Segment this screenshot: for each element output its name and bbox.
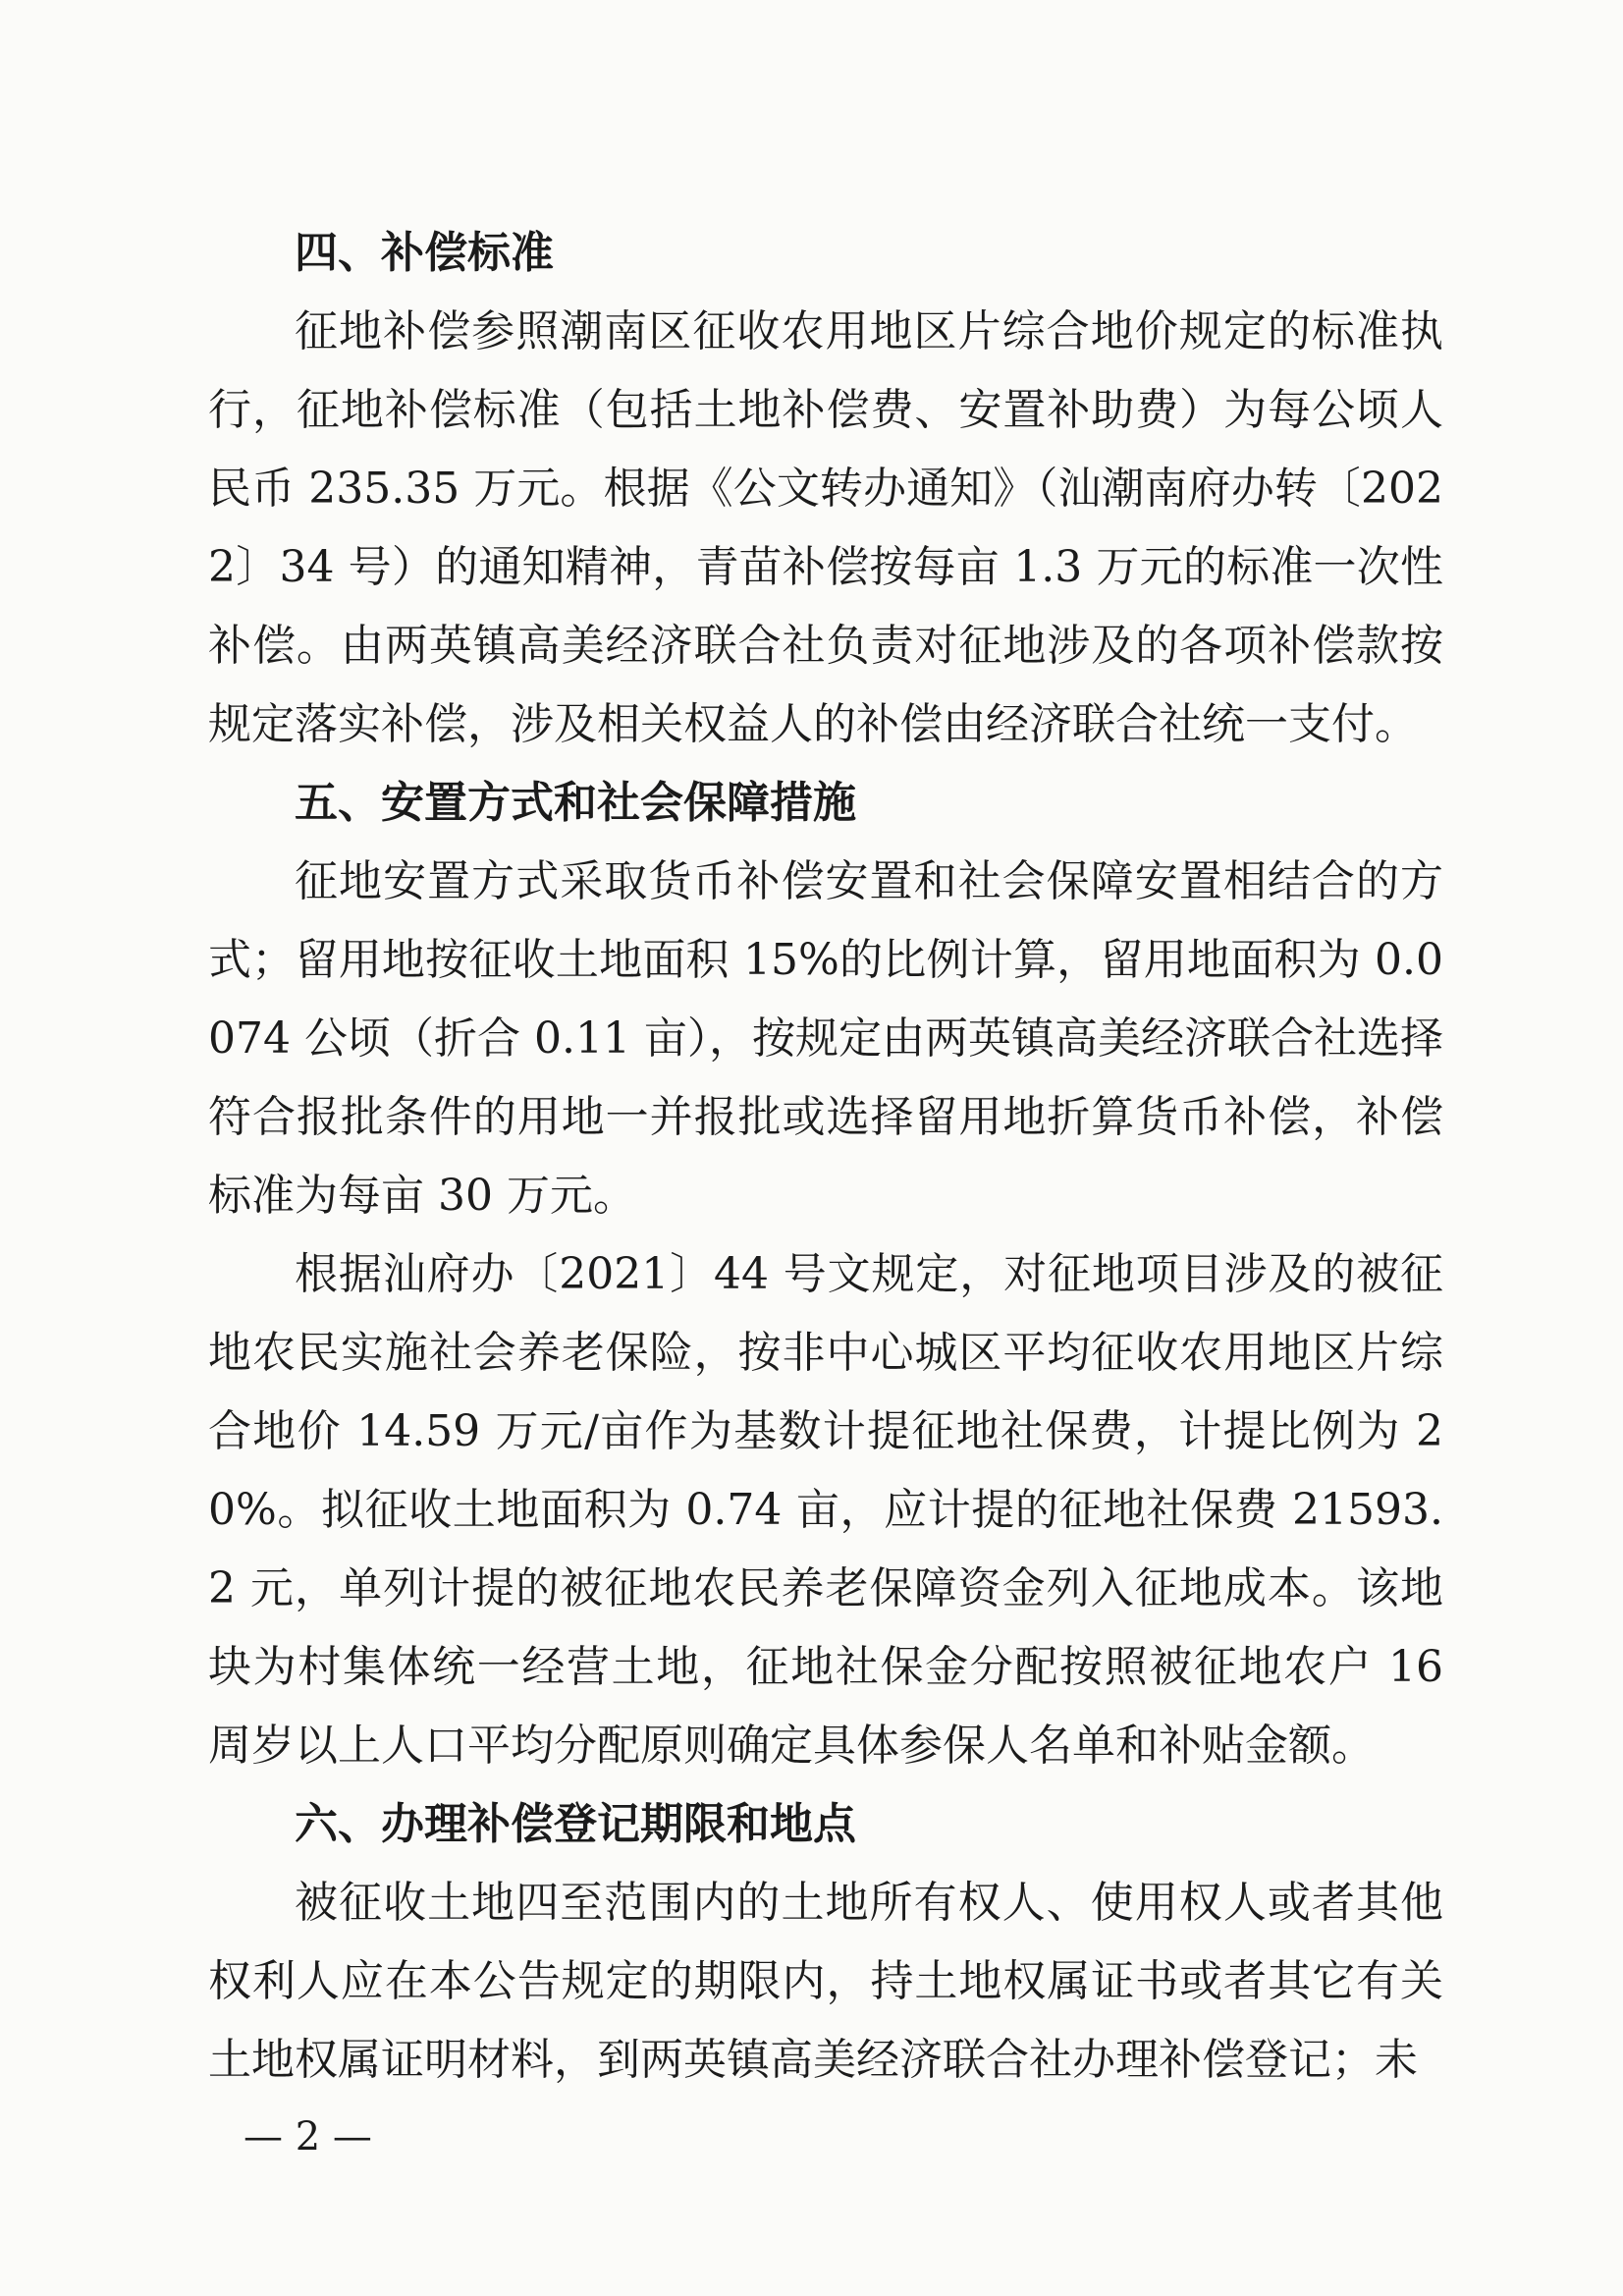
paragraph: 根据汕府办〔2021〕44 号文规定，对征地项目涉及的被征地农民实施社会养老保险，按非中心城区平均征收农用地区片综合地价 14.59 万元/亩作为基数计提征地社保费，计提比例为 20%。拟征收土地面积为 0.74 亩，应计提的征地社保费 21593.2 元，单列计提的被征地农民养老保障资金列入征地成本。该地块为村集体统一经营土地，征地社保金分配按照被征地农户 16 周岁以上人口平均分配原则确定具体参保人名单和补贴金额。 [208,1249,1443,1771]
paragraph: 征地安置方式采取货币补偿安置和社会保障安置相结合的方式；留用地按征收土地面积 15%的比例计算，留用地面积为 0.0074 公顷（折合 0.11 亩），按规定由两英镇高美经济联合社选择符合报批条件的用地一并报批或选择留用地折算货币补偿，补偿标准为每亩 30 万元。 [208,856,1443,1221]
section-heading: 五、安置方式和社会保障措施 [295,778,856,828]
paragraph: 被征收土地四至范围内的土地所有权人、使用权人或者其他权利人应在本公告规定的期限内，持土地权属证书或者其它有关土地权属证明材料，到两英镇高美经济联合社办理补偿登记；未 [208,1878,1443,2085]
section-4 [208,214,1443,764]
document-body [208,214,1443,2100]
page-number: — 2 — [243,2114,372,2159]
paragraph: 征地补偿参照潮南区征收农用地区片综合地价规定的标准执行，征地补偿标准（包括土地补偿费、安置补助费）为每公顷人民币 235.35 万元。根据《公文转办通知》（汕潮南府办转〔2022〕34 号）的通知精神，青苗补偿按每亩 1.3 万元的标准一次性补偿。由两英镇高美经济联合社负责对征地涉及的各项补偿款按规定落实补偿，涉及相关权益人的补偿由经济联合社统一支付。 [208,306,1443,749]
section-heading: 六、办理补偿登记期限和地点 [295,1799,856,1849]
section-6 [208,1785,1443,2100]
section-5 [208,764,1443,1785]
section-heading: 四、补偿标准 [295,228,554,278]
